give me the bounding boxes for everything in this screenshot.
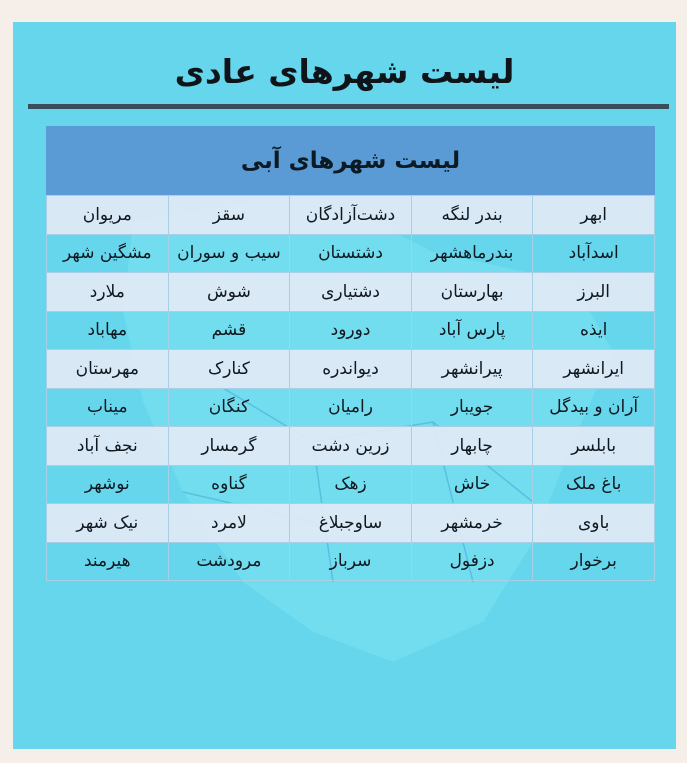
city-cell: گناوه [168,465,290,504]
city-cell: خاش [411,465,533,504]
city-cell: مشگین شهر [47,234,169,273]
city-cell: نیک شهر [47,504,169,543]
cities-table [46,126,655,581]
city-cell: دزفول [411,542,533,581]
table-heading: لیست شهرهای آبی [46,126,655,195]
table-row [47,234,655,273]
city-cell: باغ ملک [533,465,655,504]
city-cell: هیرمند [47,542,169,581]
city-cell: زرین دشت [290,427,412,466]
city-cell: مهرستان [47,350,169,389]
table-row [47,311,655,350]
city-cell: دیواندره [290,350,412,389]
city-cell: خرمشهر [411,504,533,543]
city-cell: گرمسار [168,427,290,466]
city-cell: جویبار [411,388,533,427]
city-cell: ساوجبلاغ [290,504,412,543]
city-cell: سقز [168,196,290,235]
city-cell: باوی [533,504,655,543]
city-cell: ایرانشهر [533,350,655,389]
city-cell: ابهر [533,196,655,235]
city-cell: نوشهر [47,465,169,504]
city-cell: مرودشت [168,542,290,581]
page-title: لیست شهرهای عادی [174,52,515,91]
city-cell: پارس آباد [411,311,533,350]
city-cell: چابهار [411,427,533,466]
city-cell: کنگان [168,388,290,427]
city-cell: بندر لنگه [411,196,533,235]
city-cell: سرباز [290,542,412,581]
city-cell: لامرد [168,504,290,543]
city-cell: قشم [168,311,290,350]
table-row [47,350,655,389]
cities-grid [46,195,655,581]
table-row [47,388,655,427]
title-divider [28,104,669,109]
city-cell: البرز [533,273,655,312]
table-row [47,465,655,504]
info-card [13,22,676,749]
city-cell: سیب و سوران [168,234,290,273]
table-row [47,196,655,235]
city-cell: اسدآباد [533,234,655,273]
city-cell: میناب [47,388,169,427]
city-cell: آران و بیدگل [533,388,655,427]
table-row [47,273,655,312]
city-cell: دشت‌آزادگان [290,196,412,235]
table-row [47,427,655,466]
city-cell: نجف آباد [47,427,169,466]
city-cell: شوش [168,273,290,312]
city-cell: زهک [290,465,412,504]
city-cell: دورود [290,311,412,350]
city-cell: ایذه [533,311,655,350]
table-row [47,504,655,543]
city-cell: بندرماهشهر [411,234,533,273]
table-row [47,542,655,581]
city-cell: برخوار [533,542,655,581]
city-cell: رامیان [290,388,412,427]
city-cell: کنارک [168,350,290,389]
city-cell: دشتیاری [290,273,412,312]
city-cell: مهاباد [47,311,169,350]
city-cell: پیرانشهر [411,350,533,389]
city-cell: ملارد [47,273,169,312]
city-cell: بابلسر [533,427,655,466]
city-cell: دشتستان [290,234,412,273]
city-cell: مریوان [47,196,169,235]
city-cell: بهارستان [411,273,533,312]
